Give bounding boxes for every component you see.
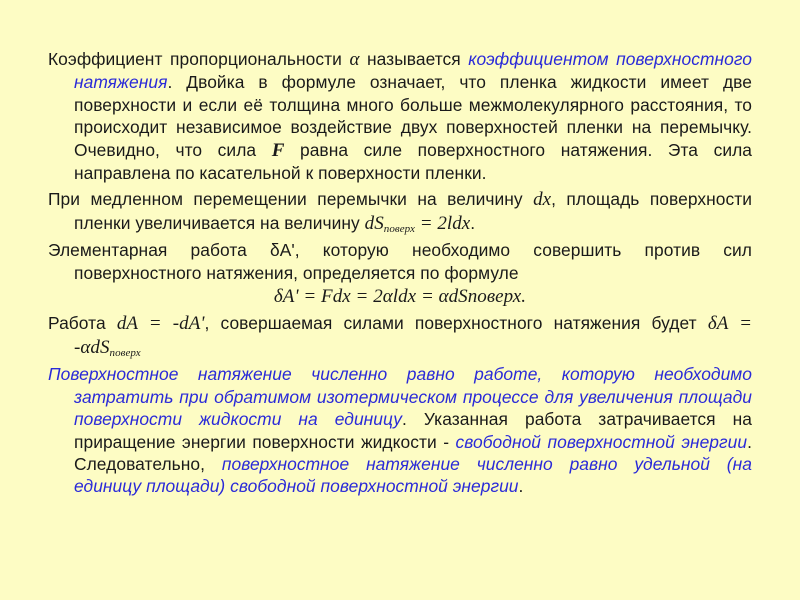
text: Элементарная работа δА', которую необходимо совершить против сил поверхностного натяжения, определяется по формуле [48, 240, 752, 283]
dS-symbol: dS [364, 212, 384, 234]
formula: δA' = Fdx = 2αldx = αdSповерх. [273, 286, 527, 308]
equation: = 2ldx [414, 212, 471, 234]
text: . Следовательно, [74, 431, 752, 474]
paragraph-surface-tension-coefficient [48, 48, 752, 184]
text: равна силе поверхностного натяжения. Эта сила направлена по касательной к поверхности пленки. [74, 139, 752, 184]
text: , площадь поверхности пленки увеличивается на величину [74, 189, 752, 233]
highlight-definition: Поверхностное натяжение численно равно работе, которую необходимо затратить при обратимом изотермическом процессе для увеличения площади поверхности жидкости на единицу [48, 364, 752, 430]
text: , совершаемая силами поверхностного натяжения будет [204, 313, 708, 334]
text: . [470, 212, 476, 233]
text: При медленном перемещении перемычки на величину [48, 189, 534, 210]
text: Работа [48, 313, 117, 334]
work-formula [48, 285, 752, 308]
subscript: поверх [109, 346, 141, 359]
paragraph-surface-energy [48, 363, 752, 497]
term-surface-tension-coefficient: коэффициентом поверхностного натяжения [74, 49, 752, 93]
paragraph-work-by-forces [48, 312, 752, 359]
paragraph-elementary-work [48, 239, 752, 284]
text: . Указанная работа затрачивается на приращение энергии поверхности жидкости - [74, 409, 752, 452]
deltaA-formula: δA = -αdS [74, 313, 752, 358]
highlight-conclusion: поверхностное натяжение численно равно удельной (на единицу площади) свободной поверхностной энергии [74, 453, 752, 497]
force-symbol: F [271, 139, 285, 161]
text: . [518, 476, 524, 497]
text: Коэффициент пропорциональности [48, 49, 350, 69]
alpha-symbol: α [349, 49, 360, 70]
slide-body [48, 48, 752, 498]
highlight-free-surface-energy: свободной поверхностной энергии [455, 431, 748, 452]
text: называется [359, 49, 469, 69]
dx-symbol: dx [533, 189, 552, 211]
text: . Двойка в формуле означает, что пленка жидкости имеет две поверхности и если её толщина много больше межмолекулярного расстояния, то происходит независимое воздействие двух поверхностей пленки на перемычку. Очевидно, что сила [74, 72, 752, 160]
subscript: поверх [383, 222, 415, 235]
paragraph-area-increase [48, 188, 752, 235]
dA-formula: dA = -dA' [116, 313, 205, 335]
